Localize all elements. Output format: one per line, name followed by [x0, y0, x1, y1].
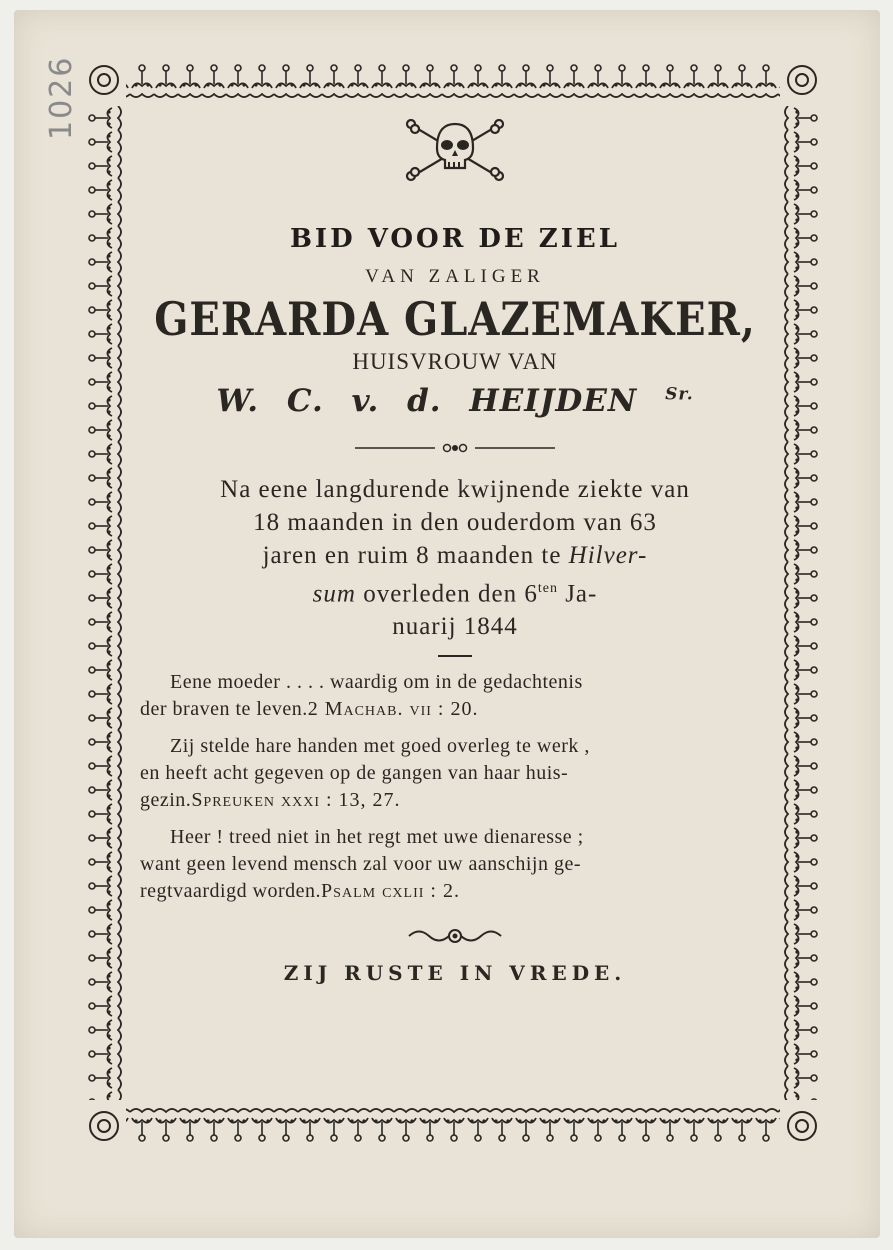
death-notice — [140, 473, 770, 643]
divider-ornament — [355, 441, 555, 455]
quote-1-reference: 2 Machab. vii : 20. — [307, 698, 479, 721]
notice-line-2: 18 maanden in den ouderdom van 63 — [253, 509, 657, 536]
quote-1-text: der braven te leven. — [140, 698, 308, 721]
notice-line-3 — [140, 539, 770, 572]
place-sum: sum — [312, 580, 356, 608]
notice-line-3a: jaren en ruim 8 maanden te — [262, 542, 562, 569]
card-heading: BID VOOR DE ZIEL — [289, 224, 621, 254]
card-text — [140, 110, 770, 1100]
quote-3-line-1: Heer ! treed niet in het regt met uwe dienaresse ; — [170, 826, 584, 849]
notice-line-4c: Ja- — [565, 580, 598, 608]
relation-line: HUISVROUW VAN — [352, 349, 558, 374]
skull-and-crossbones-icon — [403, 118, 507, 182]
notice-line-5: nuarij 1844 — [392, 613, 518, 641]
card-subheading: VAN ZALIGER — [365, 266, 545, 287]
quote-1-line-1: Eene moeder . . . . waardig om in de gedachtenis — [170, 671, 583, 694]
deceased-name: GERARDA GLAZEMAKER, — [154, 292, 756, 347]
notice-line-4 — [140, 572, 770, 610]
husband-name-text: W. C. v. d. HEIJDEN — [216, 383, 638, 419]
scripture-quote-2 — [140, 733, 770, 814]
quote-3-line-2: want geen levend mensch zal voor uw aanschijn ge- — [140, 853, 582, 876]
quote-3-line-3 — [140, 878, 770, 905]
quote-2-reference: Spreuken xxxi : 13, 27. — [191, 789, 401, 812]
quote-2-line-2: en heeft acht gegeven op de gangen van haar huis- — [140, 762, 569, 785]
scripture-quote-1 — [140, 669, 770, 723]
quote-2-text: gezin. — [140, 789, 192, 812]
short-rule — [438, 655, 472, 657]
notice-line-4b: overleden den 6 — [363, 580, 538, 608]
scripture-quote-3 — [140, 824, 770, 905]
quote-3-reference: Psalm cxlii : 2. — [321, 880, 460, 903]
quote-3-text: regtvaardigd worden. — [140, 880, 322, 903]
margin-note: 1026 — [44, 55, 79, 140]
husband-name — [140, 383, 770, 419]
scroll-ornament — [405, 925, 505, 947]
husband-suffix: Sr. — [665, 384, 694, 405]
notice-line-4-sup: ten — [537, 581, 558, 596]
quote-1-line-2 — [140, 696, 770, 723]
notice-line-1: Na eene langdurende kwijnende ziekte van — [220, 476, 690, 503]
quote-2-line-3 — [140, 787, 770, 814]
place-hilver: Hilver- — [568, 542, 648, 569]
closing-line: ZIJ RUSTE IN VREDE. — [283, 961, 627, 986]
quote-2-line-1: Zij stelde hare handen met goed overleg te werk , — [170, 735, 590, 758]
